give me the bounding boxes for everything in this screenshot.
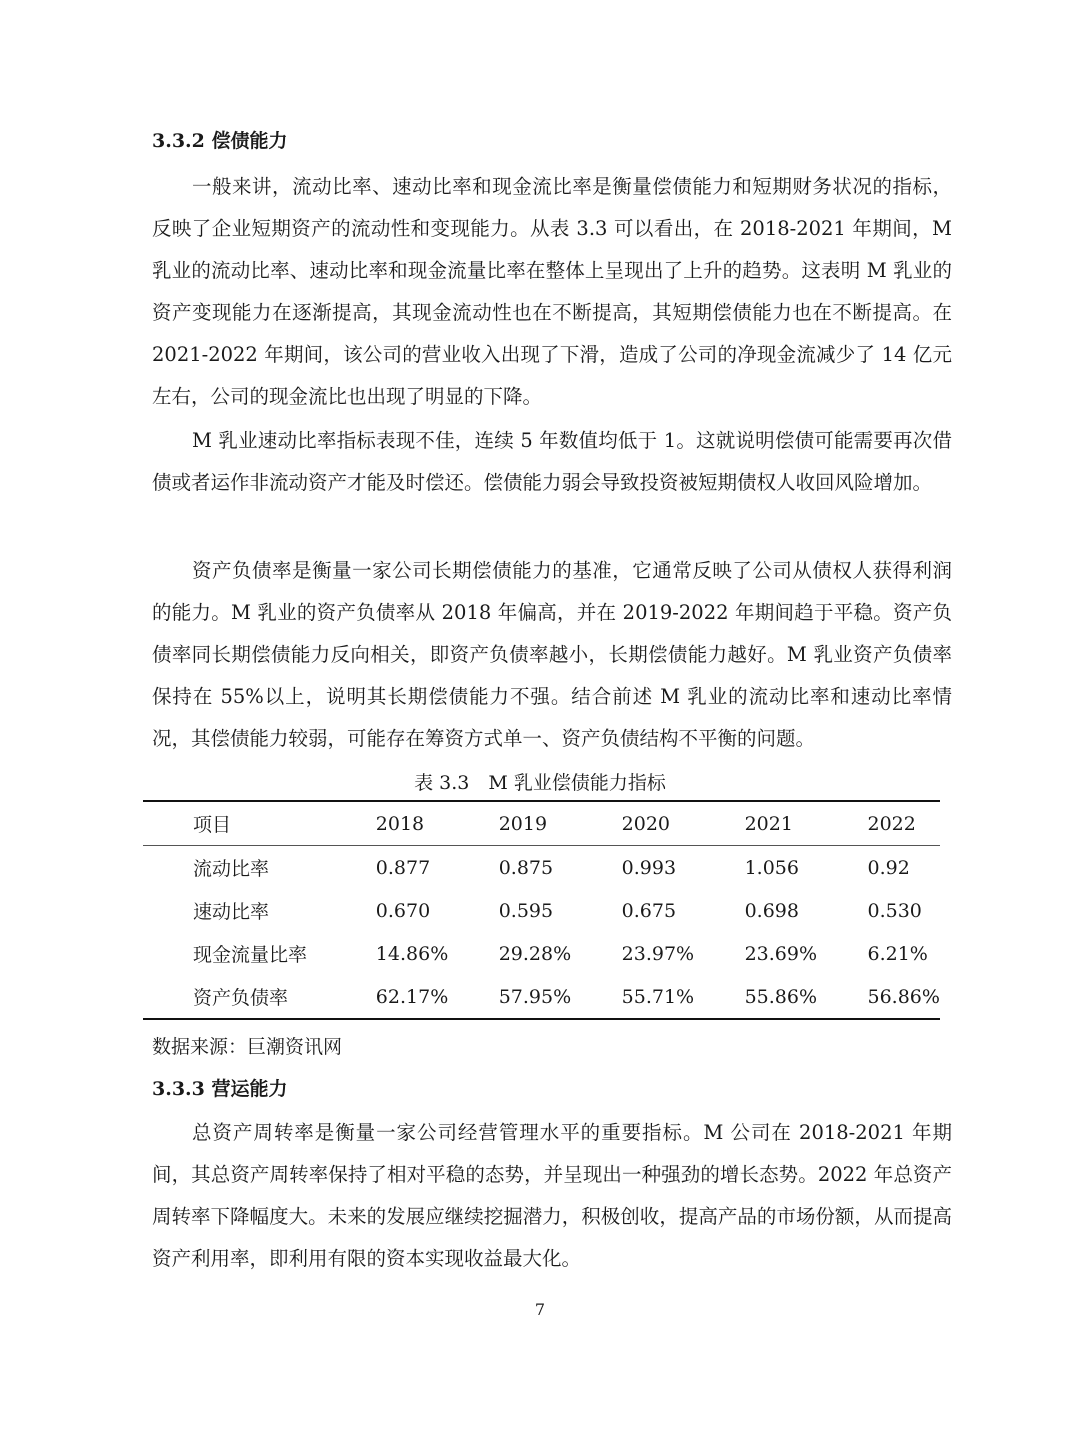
table-row [143,846,940,890]
paragraph-operating-capacity: 总资产周转率是衡量一家公司经营管理水平的重要指标。M 公司在 2018-2021 年期间，其总资产周转率保持了相对平稳的态势，并呈现出一种强劲的增长态势。2022 年总资产周转率下降幅度大。未来的发展应继续挖掘潜力，积极创收，提高产品的市场份额，从而提高资产利用率，即利用有限的资本实现收益最大化。 [152,1121,952,1270]
page-number: 7 [534,1300,546,1319]
solvency-table [143,800,940,1020]
paragraph-debt-ratio: 资产负债率是衡量一家公司长期偿债能力的基准，它通常反映了公司从债权人获得利润的能力。M 乳业的资产负债率从 2018 年偏高，并在 2019-2022 年期间趋于平稳。资产负债率同长期偿债能力反向相关，即资产负债率越小，长期偿债能力越好。M 乳业资产负债率保持在 55%以上，说明其长期偿债能力不强。结合前述 M 乳业的流动比率和速动比率情况，其偿债能力较弱，可能存在筹资方式单一、资产负债结构不平衡的问题。 [152,559,952,750]
section-heading-3-3-2: 3.3.2 偿债能力 [152,130,288,152]
table-cell: 55.71% [622,975,745,1019]
table-cell: 1.056 [744,856,799,879]
table-header-cell: 2022 [867,801,940,846]
table-cell: 23.69% [744,942,818,965]
table-cell: 0.875 [498,856,554,879]
table-cell: 现金流量比率 [193,944,308,966]
table-cell: 0.595 [498,899,554,922]
table-cell: 14.86% [375,942,449,965]
table-header-cell: 2019 [499,801,622,846]
table-cell: 0.92 [867,856,910,879]
table-cell: 流动比率 [193,858,270,880]
table-header-row [143,801,940,846]
table-cell: 资产负债率 [143,975,376,1019]
table-row [143,975,940,1019]
table-row [143,889,940,932]
table-cell: 0.670 [375,899,431,922]
table-cell: 速动比率 [193,901,270,923]
table-cell: 62.17% [376,975,499,1019]
table-row [143,932,940,975]
table-cell: 0.698 [744,899,799,922]
table-cell: 57.95% [499,975,622,1019]
table-cell: 55.86% [745,975,868,1019]
table-cell: 0.877 [375,856,431,879]
paragraph-solvency-intro: 一般来讲，流动比率、速动比率和现金流比率是衡量偿债能力和短期财务状况的指标，反映了企业短期资产的流动性和变现能力。从表 3.3 可以看出，在 2018-2021 年期间，M 乳业的流动比率、速动比率和现金流量比率在整体上呈现出了上升的趋势。这表明 M 乳业的资产变现能力在逐渐提高，其现金流动性也在不断提高，其短期偿债能力也在不断提高。在 2021-2022 年期间，该公司的营业收入出现了下滑，造成了公司的净现金流减少了 14 亿元左右，公司的现金流比也出现了明显的下降。 [152,175,952,408]
table-header-cell: 2020 [622,801,745,846]
table-header-cell: 2021 [745,801,868,846]
table-cell: 23.97% [621,942,695,965]
paragraph-quick-ratio: M 乳业速动比率指标表现不佳，连续 5 年数值均低于 1。这就说明偿债可能需要再次借债或者运作非流动资产才能及时偿还。偿债能力弱会导致投资被短期债权人收回风险增加。 [152,429,952,494]
table-cell: 0.530 [867,899,922,922]
table-cell: 0.675 [621,899,677,922]
table-cell: 56.86% [867,975,940,1019]
section-heading-3-3-3: 3.3.3 营运能力 [152,1078,288,1100]
table-header-cell: 2018 [376,801,499,846]
table-cell: 29.28% [498,942,572,965]
table-caption: 表 3.3 M 乳业偿债能力指标 [414,772,666,794]
table-header-cell: 项目 [143,801,376,846]
table-source-note: 数据来源：巨潮资讯网 [152,1036,343,1058]
table-cell: 6.21% [867,942,928,965]
table-cell: 0.993 [621,856,677,879]
